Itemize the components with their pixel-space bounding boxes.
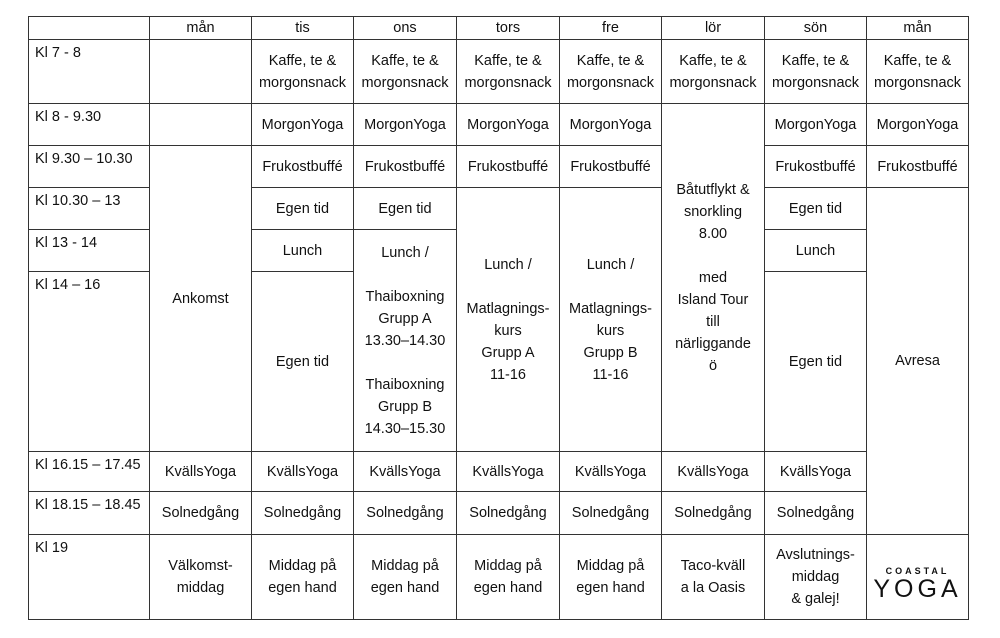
schedule-cell: Frukostbuffé	[867, 146, 969, 188]
schedule-cell	[150, 104, 252, 146]
corner-cell	[29, 17, 150, 40]
schedule-cell: Frukostbuffé	[354, 146, 457, 188]
schedule-cell-thaiboxing: Lunch / Thaiboxning Grupp A 13.30–14.30 Thaiboxning Grupp B 14.30–15.30	[354, 230, 457, 452]
day-header: tis	[252, 17, 354, 40]
schedule-cell: Kaffe, te & morgonsnack	[765, 40, 867, 104]
time-label: Kl 10.30 – 13	[29, 188, 150, 230]
schedule-cell: MorgonYoga	[560, 104, 662, 146]
time-label: Kl 8 - 9.30	[29, 104, 150, 146]
time-label: Kl 16.15 – 17.45	[29, 452, 150, 492]
schedule-cell: Egen tid	[354, 188, 457, 230]
schedule-cell-cooking-a: Lunch / Matlagnings- kurs Grupp A 11-16	[457, 188, 560, 452]
schedule-cell: KvällsYoga	[662, 452, 765, 492]
day-header: tors	[457, 17, 560, 40]
schedule-cell: KvällsYoga	[252, 452, 354, 492]
schedule-cell: Frukostbuffé	[765, 146, 867, 188]
day-header: mån	[150, 17, 252, 40]
table-row	[29, 104, 969, 146]
schedule-cell: Egen tid	[252, 272, 354, 452]
day-header: lör	[662, 17, 765, 40]
logo-top-text: COASTAL	[885, 566, 950, 576]
schedule-cell-departure: Avresa	[867, 188, 969, 535]
schedule-cell: KvällsYoga	[150, 452, 252, 492]
schedule-cell: MorgonYoga	[252, 104, 354, 146]
schedule-cell	[150, 40, 252, 104]
schedule-cell: Taco-kväll a la Oasis	[662, 535, 765, 620]
schedule-cell: Kaffe, te & morgonsnack	[867, 40, 969, 104]
header-row	[29, 17, 969, 40]
schedule-cell: KvällsYoga	[765, 452, 867, 492]
schedule-cell: Kaffe, te & morgonsnack	[354, 40, 457, 104]
schedule-cell: KvällsYoga	[354, 452, 457, 492]
schedule-cell: Solnedgång	[765, 492, 867, 535]
schedule-cell: Solnedgång	[662, 492, 765, 535]
time-label: Kl 19	[29, 535, 150, 620]
schedule-cell: Solnedgång	[457, 492, 560, 535]
schedule-cell: Solnedgång	[560, 492, 662, 535]
table-row	[29, 40, 969, 104]
schedule-cell-cooking-b: Lunch / Matlagnings- kurs Grupp B 11-16	[560, 188, 662, 452]
schedule-cell: Kaffe, te & morgonsnack	[252, 40, 354, 104]
schedule-cell: MorgonYoga	[867, 104, 969, 146]
table-row	[29, 146, 969, 188]
schedule-cell: KvällsYoga	[457, 452, 560, 492]
schedule-cell: Solnedgång	[354, 492, 457, 535]
schedule-cell: KvällsYoga	[560, 452, 662, 492]
table-row	[29, 535, 969, 620]
schedule-cell: Lunch	[252, 230, 354, 272]
schedule-cell: Middag på egen hand	[252, 535, 354, 620]
day-header: mån	[867, 17, 969, 40]
schedule-cell: Lunch	[765, 230, 867, 272]
schedule-cell: Middag på egen hand	[560, 535, 662, 620]
schedule-cell: Frukostbuffé	[560, 146, 662, 188]
schedule-cell: Egen tid	[252, 188, 354, 230]
time-label: Kl 13 - 14	[29, 230, 150, 272]
schedule-cell: Kaffe, te & morgonsnack	[560, 40, 662, 104]
time-label: Kl 14 – 16	[29, 272, 150, 452]
time-label: Kl 9.30 – 10.30	[29, 146, 150, 188]
schedule-cell-arrival: Ankomst	[150, 146, 252, 452]
schedule-cell: Middag på egen hand	[354, 535, 457, 620]
table-row	[29, 452, 969, 492]
schedule-cell: Frukostbuffé	[252, 146, 354, 188]
schedule-cell: MorgonYoga	[765, 104, 867, 146]
day-header: fre	[560, 17, 662, 40]
schedule-cell: Solnedgång	[252, 492, 354, 535]
schedule-cell-boat-trip: Båtutflykt & snorkling 8.00 med Island Tour till närliggande ö	[662, 104, 765, 452]
schedule-cell: Solnedgång	[150, 492, 252, 535]
day-header: ons	[354, 17, 457, 40]
schedule-cell: Middag på egen hand	[457, 535, 560, 620]
schedule-cell: Avslutnings- middag & galej!	[765, 535, 867, 620]
schedule-cell: Kaffe, te & morgonsnack	[662, 40, 765, 104]
table-row	[29, 492, 969, 535]
schedule-cell: Frukostbuffé	[457, 146, 560, 188]
day-header: sön	[765, 17, 867, 40]
schedule-table	[28, 16, 969, 620]
schedule-cell: MorgonYoga	[354, 104, 457, 146]
schedule-cell: Egen tid	[765, 272, 867, 452]
time-label: Kl 18.15 – 18.45	[29, 492, 150, 535]
logo-main-text: YOGA	[873, 575, 962, 603]
schedule-cell: Egen tid	[765, 188, 867, 230]
schedule-cell: MorgonYoga	[457, 104, 560, 146]
logo-cell	[867, 535, 969, 620]
coastal-yoga-logo	[867, 552, 968, 602]
schedule-cell: Välkomst- middag	[150, 535, 252, 620]
schedule-cell: Kaffe, te & morgonsnack	[457, 40, 560, 104]
time-label: Kl 7 - 8	[29, 40, 150, 104]
